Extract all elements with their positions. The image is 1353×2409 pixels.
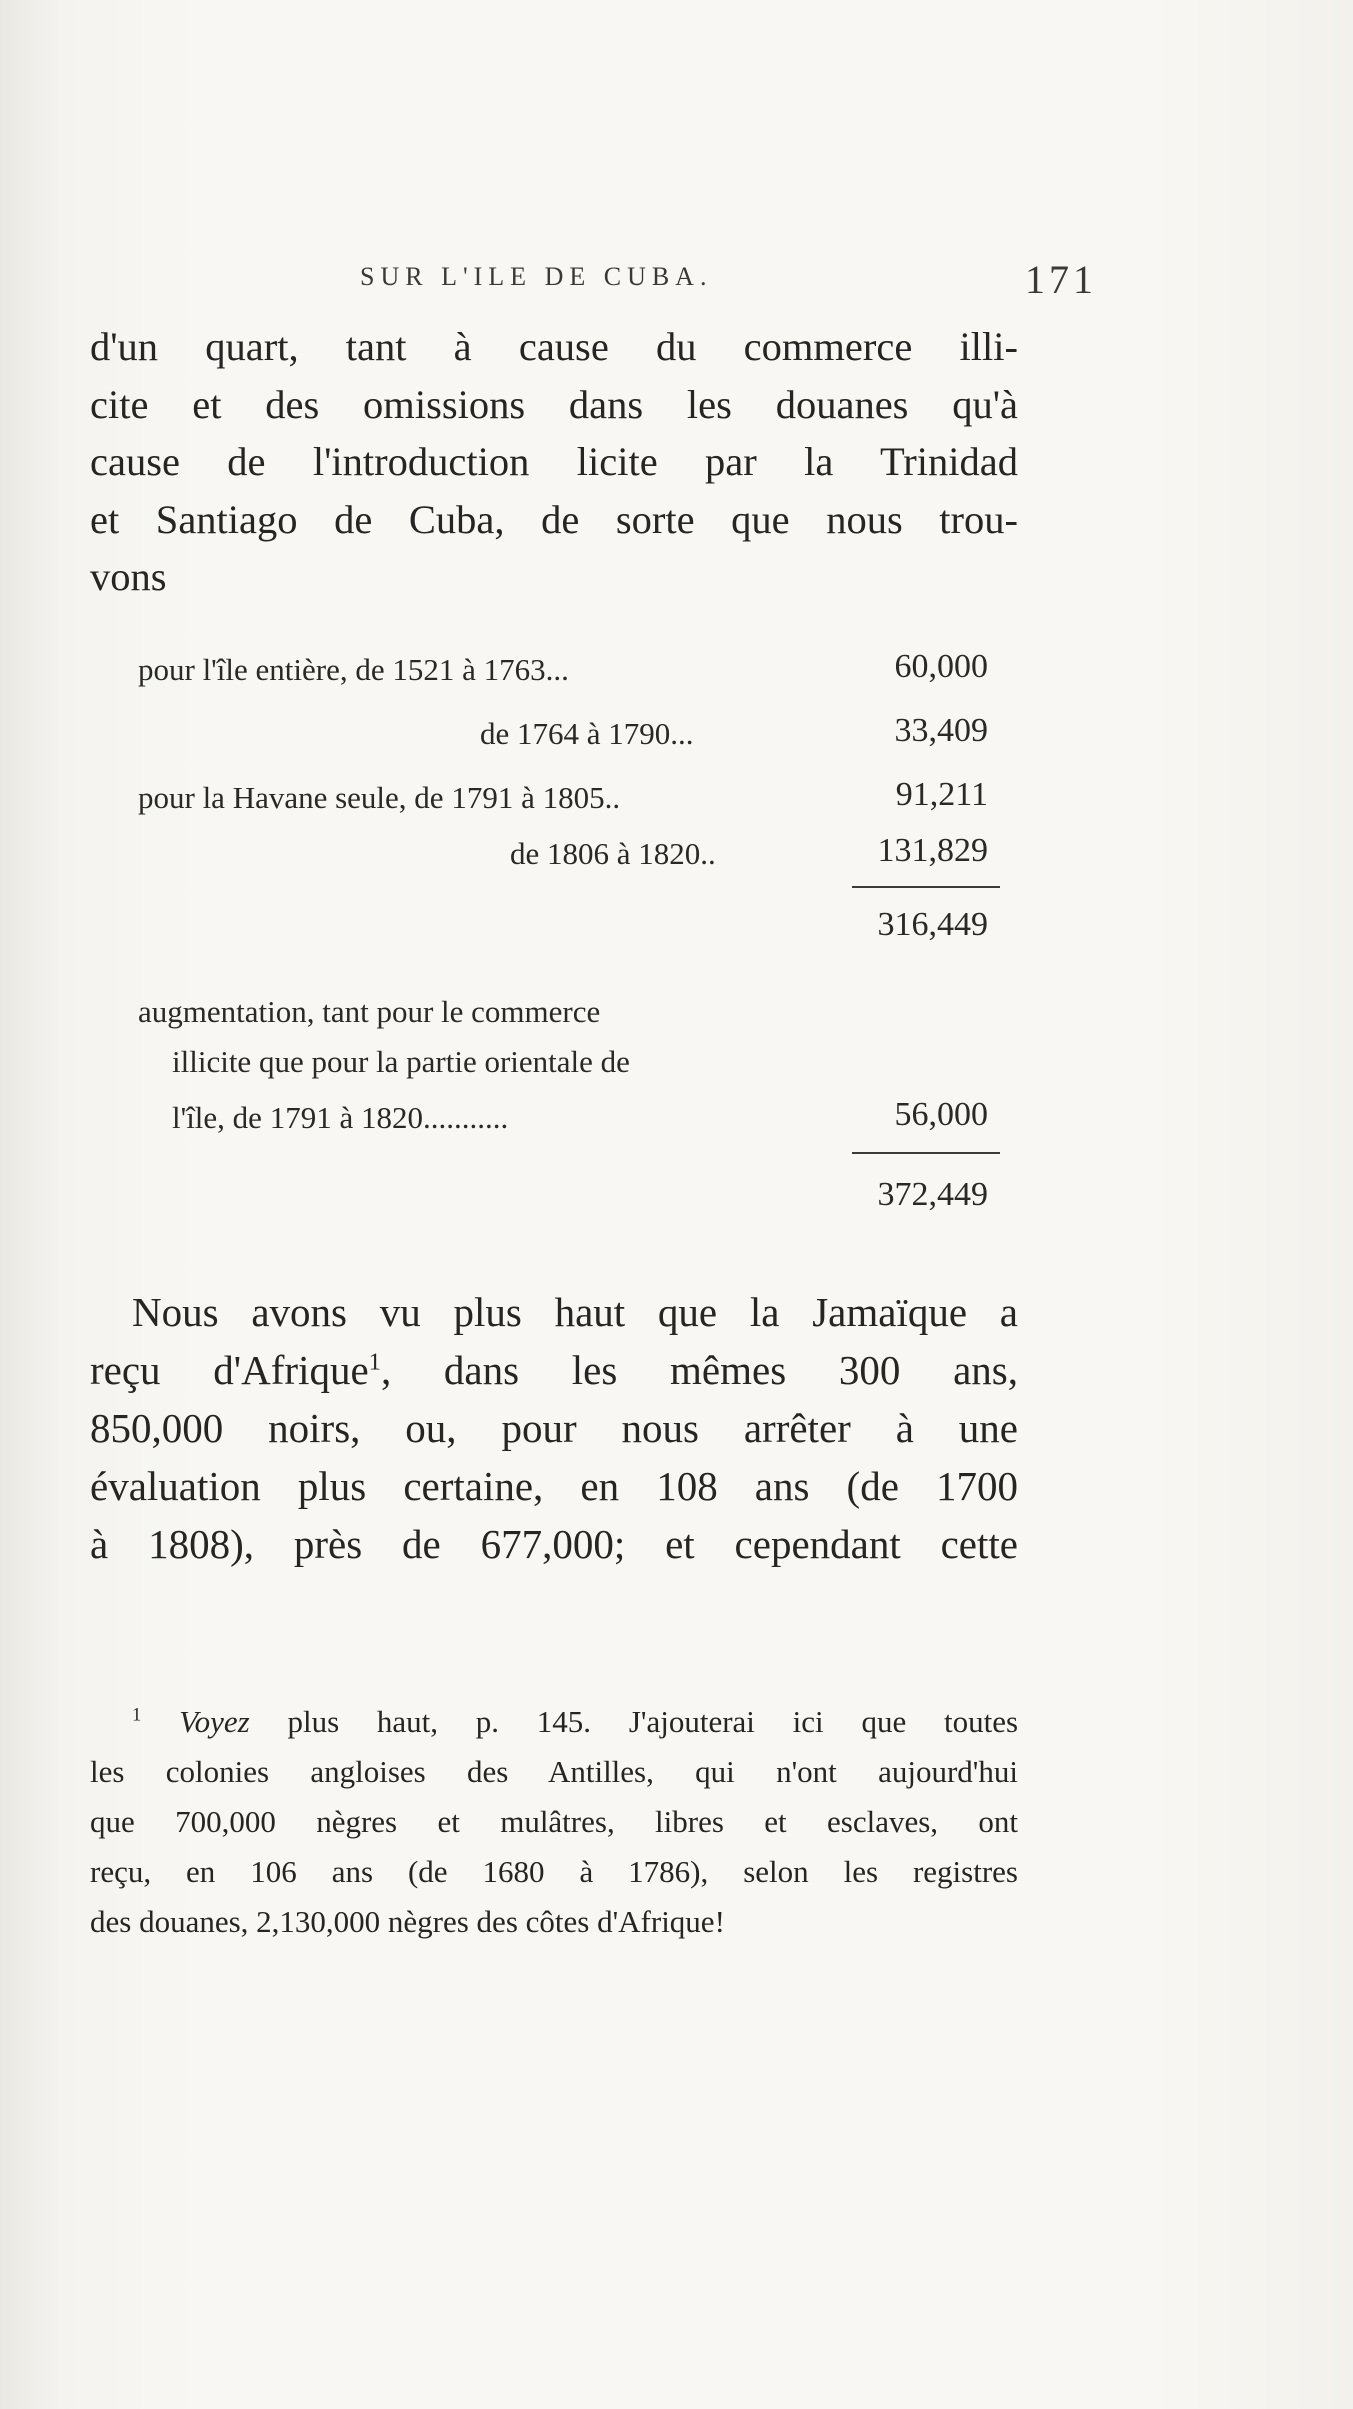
tally-row [90,712,1010,756]
tally-augmentation-line [90,1044,1010,1084]
tally-row [90,832,1010,876]
footnote-voyez: Voyez [179,1704,250,1739]
tally-row-value: 60,000 [894,648,988,685]
footnote-line: reçu, en 106 ans (de 1680 à 1786), selon les registres [90,1854,1018,1889]
tally-row-label: pour la Havane seule, de 1791 à 1805.. [138,780,621,815]
footnote [90,1697,1018,1947]
sum-rule [852,886,1000,888]
tally-total-row [90,1176,1010,1216]
paragraph-2-fragment: , dans les mêmes 300 ans, [380,1347,1018,1393]
tally-augmentation-line [90,1096,1010,1140]
paragraph-2-line [90,1341,1018,1399]
footnote-marker: 1 [132,1704,142,1726]
paragraph-2-fragment: reçu d'Afrique [90,1347,369,1393]
footnote-line: que 700,000 nègres et mulâtres, libres et esclaves, ont [90,1804,1018,1839]
tally-row-value: 91,211 [895,776,988,813]
tally-row [90,648,1010,692]
total-rule [852,1152,1000,1154]
paragraph-2-line: évaluation plus certaine, en 108 ans (de 1700 [90,1463,1018,1509]
footnote-line-text: plus haut, p. 145. J'ajouterai ici que toutes [287,1704,1019,1739]
augmentation-line: l'île, de 1791 à 1820........... [172,1100,509,1135]
running-head [90,257,1320,302]
page-number: 171 [1025,257,1097,302]
tally-row-value: 33,409 [894,712,988,749]
tally-row-value: 131,829 [877,832,988,869]
paragraph-1-line: vons [90,554,167,599]
tally-row-label: pour l'île entière, de 1521 à 1763... [138,652,569,687]
footnote-line: des douanes, 2,130,000 nègres des côtes d'Afrique! [90,1904,725,1939]
augmentation-line: illicite que pour la partie orientale de [172,1044,630,1079]
footnote-reference[interactable]: 1 [368,1348,381,1376]
tally-total: 372,449 [877,1176,988,1213]
paragraph-1-line: cause de l'introduction licite par la Trinidad [90,439,1018,484]
paragraph-1-line: d'un quart, tant à cause du commerce illi- [90,324,1018,369]
tally-row [90,776,1010,820]
paragraph-1 [90,318,1018,606]
footnote-line [90,1697,1018,1747]
paragraph-1-line: cite et des omissions dans les douanes qu'à [90,381,1018,427]
augmentation-value: 56,000 [894,1096,988,1133]
running-title: SUR L'ILE DE CUBA. [360,262,713,291]
paragraph-2-line: à 1808), près de 677,000; et cependant cette [90,1521,1018,1567]
paragraph-2 [90,1283,1018,1573]
tally-row-label: de 1806 à 1820.. [510,836,716,871]
paragraph-2-line: 850,000 noirs, ou, pour nous arrêter à une [90,1405,1018,1451]
tally-subtotal-row [90,906,1010,946]
tally-augmentation-line [90,994,1010,1034]
tally-subtotal: 316,449 [877,906,988,943]
paragraph-1-line: et Santiago de Cuba, de sorte que nous trou- [90,496,1018,542]
augmentation-line: augmentation, tant pour le commerce [138,994,601,1029]
footnote-line: les colonies angloises des Antilles, qui n'ont aujourd'hui [90,1754,1018,1789]
tally-row-label: de 1764 à 1790... [480,716,694,751]
paragraph-2-line: Nous avons vu plus haut que la Jamaïque a [132,1289,1018,1335]
